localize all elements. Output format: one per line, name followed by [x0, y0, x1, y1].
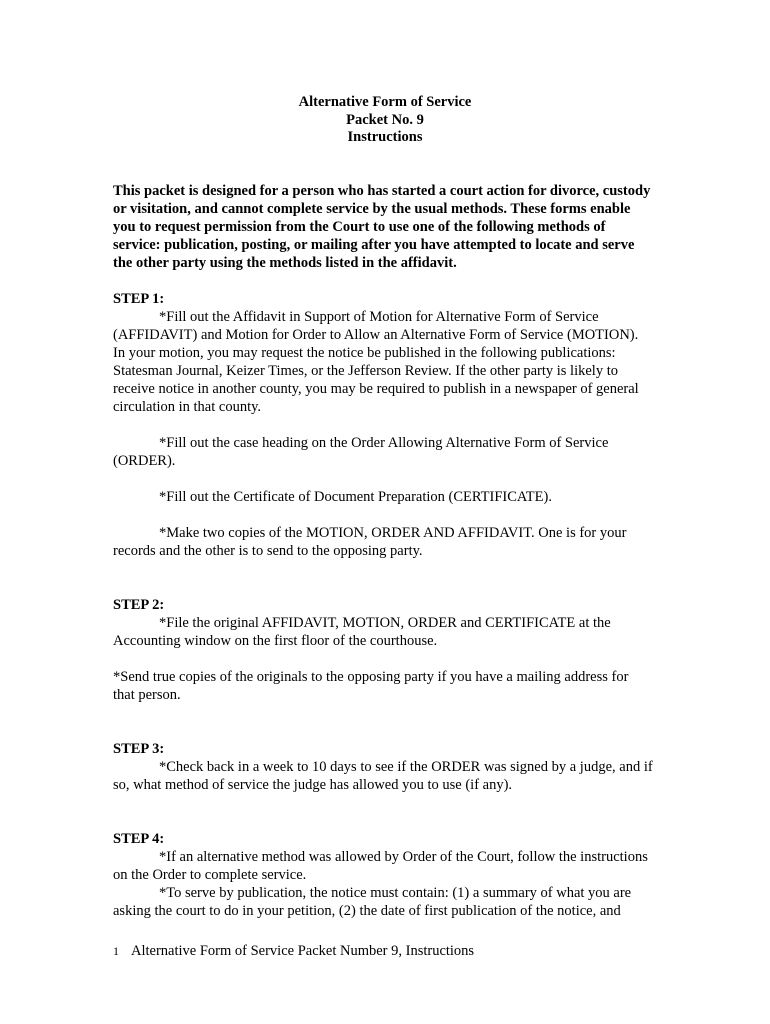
step-2-section: [113, 596, 653, 704]
page-footer: [113, 942, 474, 960]
page-number: 1: [113, 944, 119, 958]
step-1-section: [113, 290, 653, 560]
title-block: [0, 94, 770, 147]
step-2-paragraph: *Send true copies of the originals to the opposing party if you have a mailing address for that person.: [113, 669, 629, 703]
intro-paragraph: This packet is designed for a person who has started a court action for divorce, custody or visitation, and cannot complete service by the usual methods. These forms enable you to request permission from the Court to use one of the following methods of service: publication, posting, or mailing after you have attempted to locate and serve the other party using the methods listed in the affidavit.: [113, 183, 651, 271]
step-3-heading: STEP 3:: [113, 741, 165, 757]
step-3-section: [113, 740, 653, 794]
step-1-paragraph: *Fill out the Certificate of Document Preparation (CERTIFICATE).: [159, 489, 552, 505]
document-body: [113, 182, 653, 920]
step-2-paragraph: *File the original AFFIDAVIT, MOTION, ORDER and CERTIFICATE at the Accounting window on the first floor of the courthouse.: [113, 615, 611, 649]
footer-text: Alternative Form of Service Packet Number 9, Instructions: [131, 943, 475, 959]
step-4-paragraph: *To serve by publication, the notice must contain: (1) a summary of what you are asking the court to do in your petition, (2) the date of first publication of the notice, and: [113, 885, 632, 919]
step-4-section: [113, 830, 653, 920]
packet-number: Packet No. 9: [346, 111, 424, 128]
step-1-paragraph: *Fill out the case heading on the Order Allowing Alternative Form of Service (ORDER).: [113, 435, 609, 469]
step-4-paragraph: *If an alternative method was allowed by Order of the Court, follow the instructions on the Order to complete service.: [113, 849, 648, 883]
document-title: Alternative Form of Service: [298, 94, 472, 110]
step-2-heading: STEP 2:: [113, 597, 165, 613]
step-3-paragraph: *Check back in a week to 10 days to see if the ORDER was signed by a judge, and if so, what method of service the judge has allowed you to use (if any).: [113, 759, 653, 793]
step-1-paragraph: *Make two copies of the MOTION, ORDER AND AFFIDAVIT. One is for your records and the other is to send to the opposing party.: [113, 525, 627, 559]
document-subtitle: Instructions: [347, 129, 423, 145]
step-1-paragraph: *Fill out the Affidavit in Support of Motion for Alternative Form of Service (AFFIDAVIT) and Motion for Order to Allow an Alternative Form of Service (MOTION). In your motion, you may request the notice be published in the following publications: Statesman Journal, Keizer Times, or the Jefferson Review. If the other party is likely to receive notice in another county, you may be required to publish in a newspaper of general circulation in that county.: [113, 309, 639, 415]
step-4-heading: STEP 4:: [113, 831, 165, 847]
step-1-heading: STEP 1:: [113, 291, 165, 307]
